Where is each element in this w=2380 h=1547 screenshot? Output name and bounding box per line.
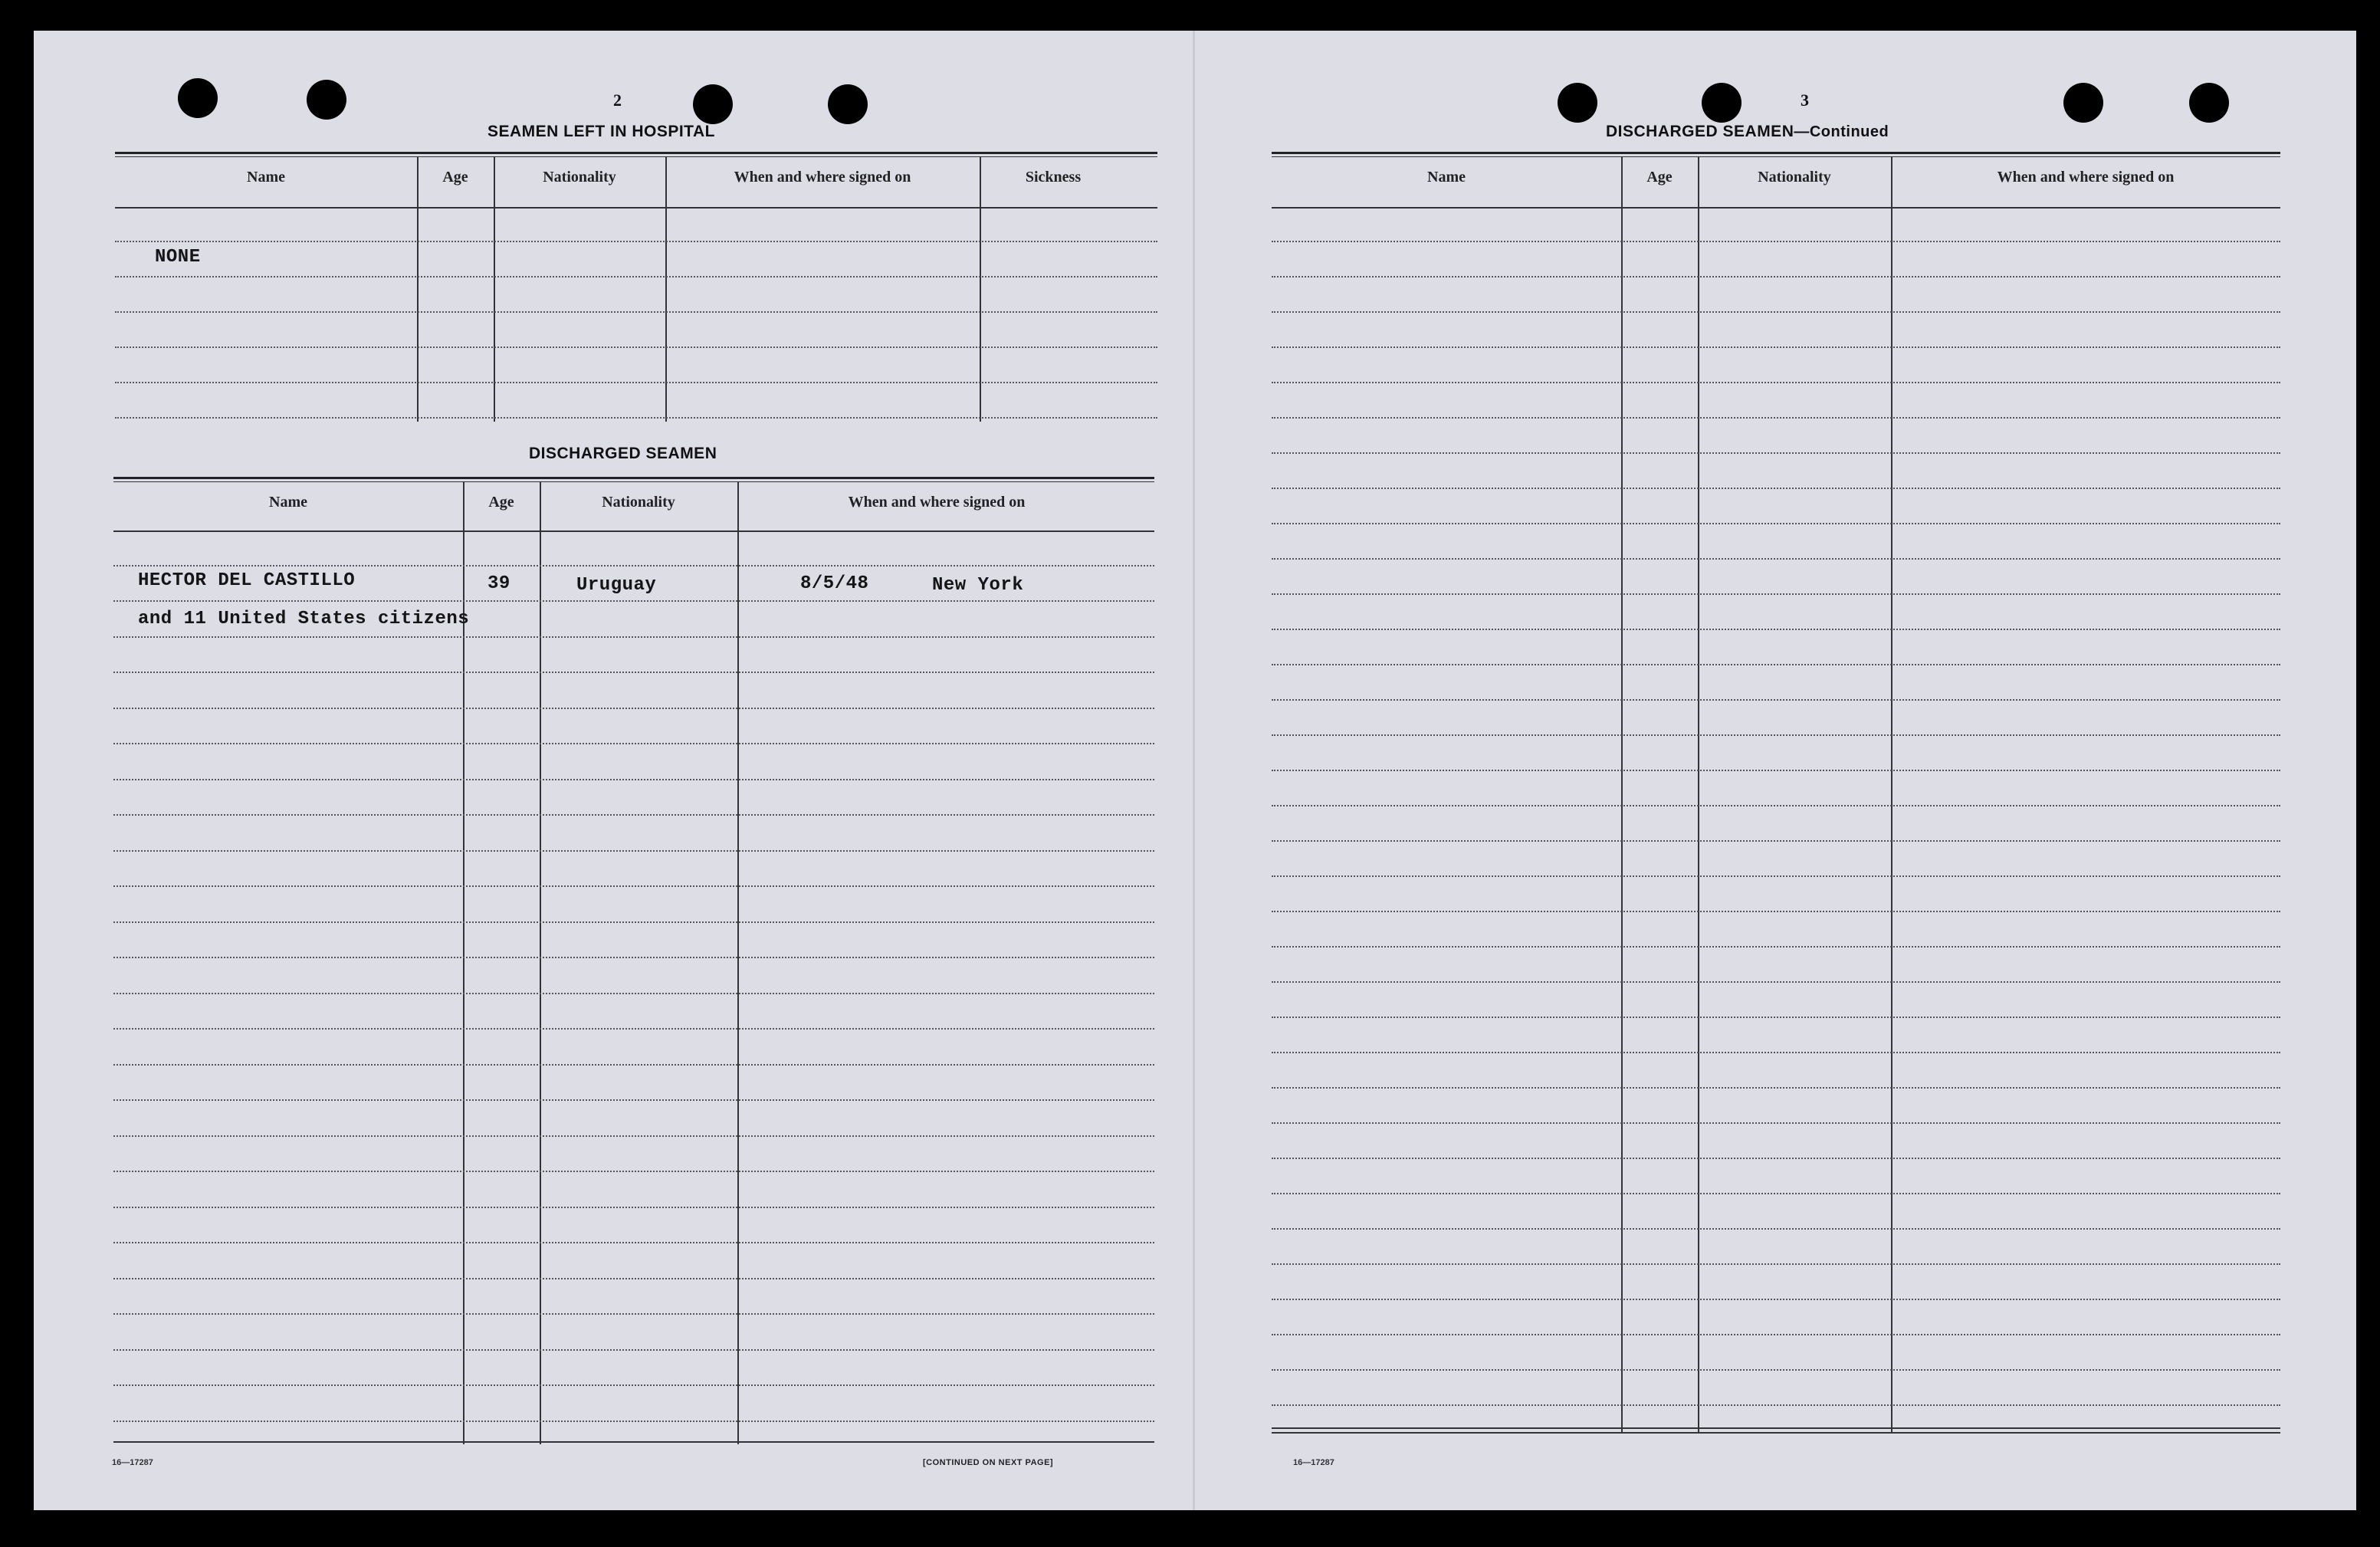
col-header-name: Name: [1427, 169, 1466, 186]
ruled-line: [1272, 981, 2280, 983]
ruled-line: [115, 382, 1157, 383]
col-header-nationality: Nationality: [602, 494, 675, 511]
ruled-line: [1272, 523, 2280, 524]
ruled-line: [1272, 1263, 2280, 1265]
hospital-section-title: SEAMEN LEFT IN HOSPITAL: [487, 123, 715, 140]
ruled-line: [1272, 1369, 2280, 1371]
ruled-line: [113, 1064, 1154, 1066]
ruled-line: [113, 921, 1154, 923]
hospital-entry: NONE: [155, 247, 201, 268]
ruled-line: [115, 311, 1157, 313]
ruled-line: [113, 1313, 1154, 1315]
ruled-line: [1272, 1404, 2280, 1406]
col-header-name: Name: [269, 494, 307, 511]
ruled-line: [113, 779, 1154, 780]
ruled-line: [113, 1349, 1154, 1351]
ruled-line: [1272, 875, 2280, 877]
ruled-line: [113, 1278, 1154, 1279]
col-header-signed-on: When and where signed on: [848, 494, 1026, 511]
ruled-line: [1272, 488, 2280, 489]
ruled-line: [1272, 1052, 2280, 1053]
ruled-line: [1272, 946, 2280, 948]
ruled-line: [1272, 734, 2280, 736]
ruled-line: [1272, 558, 2280, 560]
ruled-line: [1272, 1017, 2280, 1018]
form-number: 16—17287: [112, 1458, 153, 1467]
title-suffix: —Continued: [1794, 123, 1889, 140]
ruled-line: [113, 1242, 1154, 1243]
ruled-line: [1272, 629, 2280, 630]
col-header-age: Age: [442, 169, 468, 186]
ruled-line: [1272, 805, 2280, 806]
seaman-note: and 11 United States citizens: [138, 609, 470, 629]
ruled-line: [1272, 770, 2280, 771]
ruled-line: [113, 1384, 1154, 1386]
ruled-line: [1272, 1334, 2280, 1335]
ruled-line: [113, 1171, 1154, 1172]
seaman-signed-date: 8/5/48: [800, 573, 869, 594]
ruled-line: [113, 957, 1154, 958]
ruled-line: [1272, 1299, 2280, 1300]
ruled-line: [1272, 840, 2280, 842]
ruled-line: [115, 241, 1157, 242]
col-header-age: Age: [488, 494, 514, 511]
seaman-name: HECTOR DEL CASTILLO: [138, 570, 356, 591]
discharged-continued-table: [1272, 152, 2280, 1434]
ruled-line: [115, 276, 1157, 278]
ruled-line: [1272, 241, 2280, 242]
seaman-nationality: Uruguay: [576, 575, 657, 596]
ruled-line: [1272, 452, 2280, 454]
ruled-line: [113, 636, 1154, 638]
ruled-line: [113, 1099, 1154, 1101]
ruled-line: [113, 743, 1154, 744]
ruled-line: [1272, 593, 2280, 595]
ruled-line: [1272, 311, 2280, 313]
ruled-line: [113, 1207, 1154, 1208]
seaman-signed-place: New York: [932, 575, 1024, 596]
discharged-continued-title: [1606, 123, 1889, 141]
ruled-line: [113, 1135, 1154, 1137]
ruled-line: [1272, 664, 2280, 665]
col-header-sickness: Sickness: [1025, 169, 1082, 186]
ruled-line: [1272, 911, 2280, 912]
title-main: DISCHARGED SEAMEN: [1606, 123, 1794, 140]
page-number: 2: [613, 90, 622, 110]
ruled-line: [115, 347, 1157, 348]
ruled-line: [1272, 1122, 2280, 1124]
ruled-line: [1272, 1158, 2280, 1159]
ruled-line: [113, 708, 1154, 709]
ruled-line: [113, 672, 1154, 673]
ruled-line: [1272, 276, 2280, 278]
page-number: 3: [1801, 90, 1809, 110]
ruled-line: [1272, 1087, 2280, 1089]
col-header-signed-on: When and where signed on: [734, 169, 911, 186]
ruled-line: [115, 417, 1157, 419]
col-header-age: Age: [1646, 169, 1673, 186]
ruled-line: [113, 850, 1154, 852]
ruled-line: [113, 993, 1154, 994]
discharged-section-title: DISCHARGED SEAMEN: [529, 445, 717, 462]
ruled-line: [1272, 417, 2280, 419]
ruled-line: [113, 600, 1154, 602]
ruled-line: [113, 885, 1154, 887]
form-number: 16—17287: [1293, 1458, 1334, 1467]
ruled-line: [1272, 1228, 2280, 1230]
hospital-table: [115, 152, 1157, 422]
ruled-line: [113, 1028, 1154, 1030]
continued-note: [CONTINUED ON NEXT PAGE]: [923, 1458, 1054, 1467]
col-header-name: Name: [247, 169, 285, 186]
ruled-line: [1272, 382, 2280, 383]
col-header-nationality: Nationality: [543, 169, 616, 186]
left-page: [34, 31, 1195, 1510]
ruled-line: [1272, 347, 2280, 348]
ruled-line: [113, 1421, 1154, 1422]
seaman-age: 39: [487, 573, 510, 594]
ruled-line: [113, 565, 1154, 567]
ruled-line: [113, 814, 1154, 816]
ruled-line: [1272, 699, 2280, 701]
right-page: [1195, 31, 2356, 1510]
col-header-signed-on: When and where signed on: [1997, 169, 2175, 186]
col-header-nationality: Nationality: [1758, 169, 1831, 186]
document-sheet: [34, 31, 2356, 1510]
ruled-line: [1272, 1193, 2280, 1194]
